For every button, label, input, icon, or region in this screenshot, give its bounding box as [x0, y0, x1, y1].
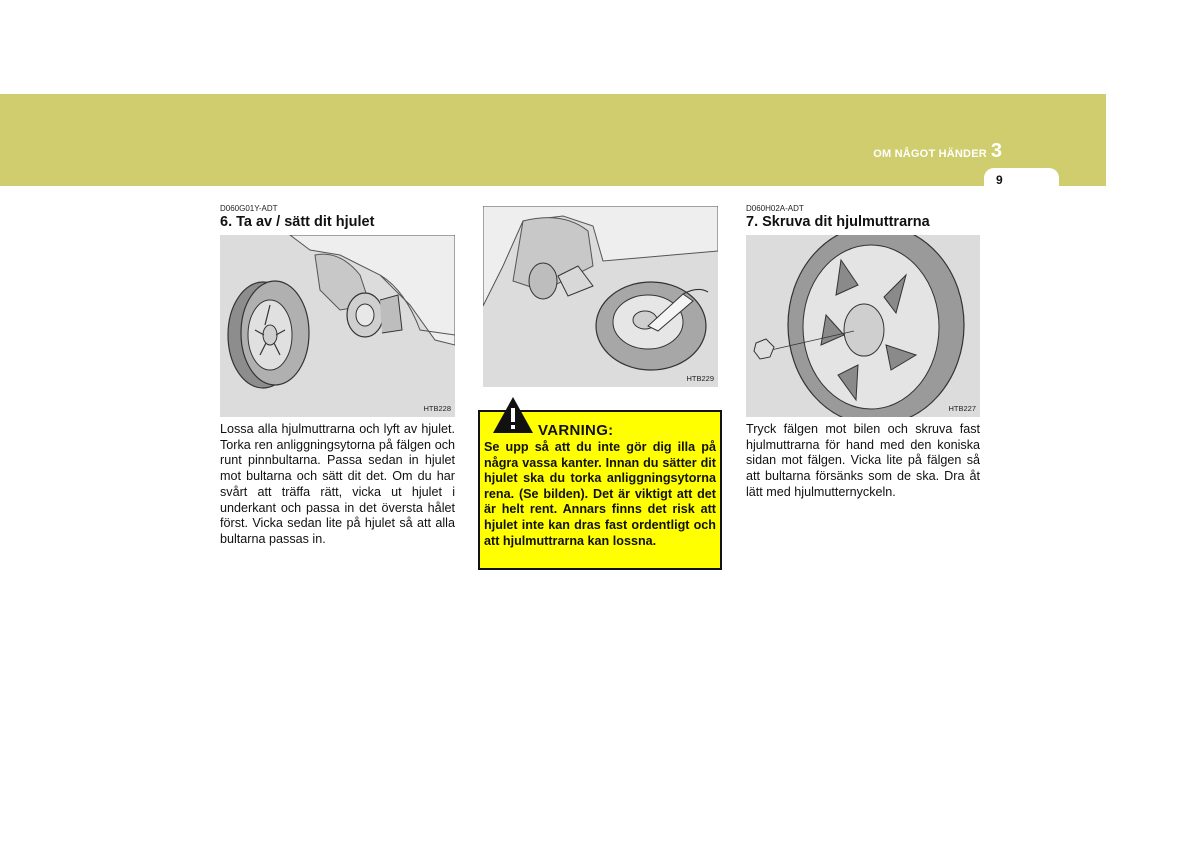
figure-clean-surface [483, 206, 718, 387]
section-heading: 6. Ta av / sätt dit hjulet [220, 214, 375, 230]
section-code: D060G01Y-ADT [220, 204, 278, 213]
page-number: 9 [996, 173, 1003, 187]
figure-wheel-nuts [746, 235, 980, 417]
warning-triangle-icon [492, 396, 534, 434]
warning-title: VARNING: [538, 422, 614, 439]
section-heading: 7. Skruva dit hjulmuttrarna [746, 214, 930, 230]
chapter-header [873, 140, 1002, 163]
figure-label: HTB227 [948, 404, 976, 413]
chapter-number: 3 [990, 140, 1002, 162]
wheel-removal-illustration [220, 235, 455, 417]
warning-body: Se upp så att du inte gör dig illa på några vassa kanter. Innan du sätter dit hjulet ska du torka anliggningsytorna rena. (Se bilden). Det är viktigt att det är helt rent. Annars finns det risk att hjulet inte kan dras fast ordentligt och att hjulmuttrarna kan lossna. [484, 440, 716, 548]
figure-label: HTB228 [423, 404, 451, 413]
section-body: Tryck fälgen mot bilen och skruva fast hjulmuttrarna för hand med den koniska sidan mot fälgen. Vicka lite på fälgen så att bultarna försänks som de ska. Dra åt lätt med hjulmutternyckeln. [746, 422, 980, 499]
section-code: D060H02A-ADT [746, 204, 804, 213]
wheel-nut-illustration [746, 235, 980, 417]
figure-label: HTB229 [686, 374, 714, 383]
warning-box [478, 410, 722, 570]
figure-remove-wheel [220, 235, 455, 417]
section-body: Lossa alla hjulmuttrarna och lyft av hjulet. Torka ren anliggningsytorna på fälgen och runt pinnbultarna. Passa sedan in hjulet mot bultarna och sätt dit det. Om du har svårt att träffa rätt, vicka ut hjulet i underkant och passa in det översta hålet först. Vicka sedan lite på hjulet så att alla bultarna passas in. [220, 422, 455, 546]
section-title: OM NÅGOT HÄNDER [873, 148, 987, 160]
cleaning-illustration [483, 206, 718, 387]
